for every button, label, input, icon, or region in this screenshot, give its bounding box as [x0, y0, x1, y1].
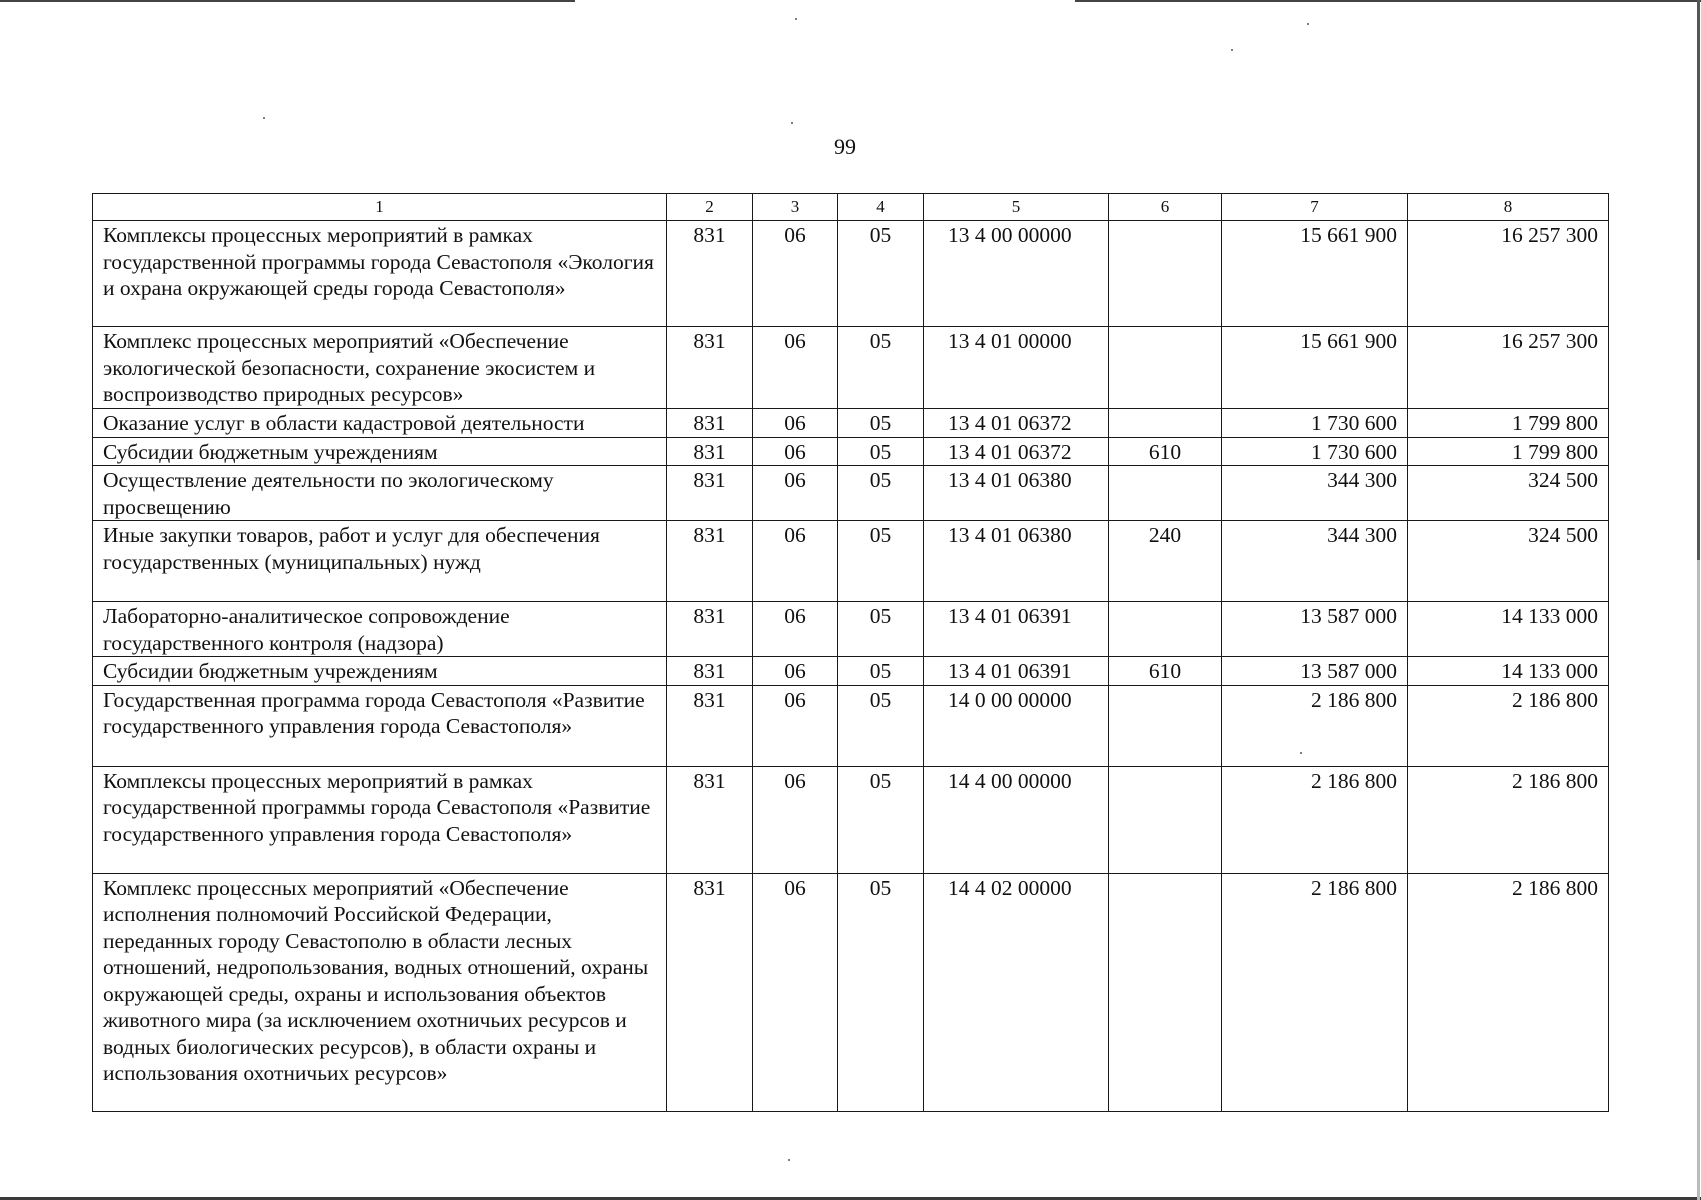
cell-col-8: 324 500	[1408, 466, 1609, 521]
cell-col-4: 05	[838, 521, 924, 602]
cell-col-6: 610	[1109, 437, 1222, 466]
cell-col-2: 831	[667, 466, 753, 521]
cell-col-3: 06	[753, 602, 838, 657]
cell-col-2: 831	[667, 221, 753, 327]
cell-col-7: 344 300	[1222, 466, 1408, 521]
table-row	[93, 437, 1609, 466]
cell-col-2: 831	[667, 327, 753, 409]
column-header: 4	[838, 194, 924, 221]
scan-speck	[788, 1159, 790, 1161]
cell-col-3: 06	[753, 657, 838, 686]
row-name: Комплексы процессных мероприятий в рамках государственной программы города Севастополя «Экология и охрана окружающей среды города Севастополя»	[93, 221, 667, 327]
cell-col-6	[1109, 327, 1222, 409]
cell-col-4: 05	[838, 409, 924, 438]
cell-col-4: 05	[838, 873, 924, 1111]
scan-speck	[263, 117, 265, 119]
cell-col-3: 06	[753, 873, 838, 1111]
cell-col-4: 05	[838, 466, 924, 521]
table-row	[93, 657, 1609, 686]
cell-col-2: 831	[667, 685, 753, 766]
cell-col-8: 324 500	[1408, 521, 1609, 602]
cell-col-6: 610	[1109, 657, 1222, 686]
cell-col-2: 831	[667, 437, 753, 466]
cell-col-6	[1109, 221, 1222, 327]
table-header-row	[93, 194, 1609, 221]
table-row	[93, 766, 1609, 873]
scan-speck	[1307, 23, 1309, 25]
cell-col-3: 06	[753, 766, 838, 873]
cell-col-7: 15 661 900	[1222, 327, 1408, 409]
cell-col-2: 831	[667, 602, 753, 657]
cell-col-5: 13 4 01 06372	[924, 437, 1109, 466]
cell-col-8: 2 186 800	[1408, 766, 1609, 873]
cell-col-7: 1 730 600	[1222, 437, 1408, 466]
cell-col-6: 240	[1109, 521, 1222, 602]
cell-col-6	[1109, 409, 1222, 438]
cell-col-5: 13 4 01 06372	[924, 409, 1109, 438]
cell-col-4: 05	[838, 657, 924, 686]
row-name: Комплекс процессных мероприятий «Обеспечение экологической безопасности, сохранение экосистем и воспроизводство природных ресурсов»	[93, 327, 667, 409]
table-row	[93, 602, 1609, 657]
cell-col-3: 06	[753, 327, 838, 409]
cell-col-2: 831	[667, 409, 753, 438]
cell-col-8: 1 799 800	[1408, 437, 1609, 466]
cell-col-7: 2 186 800	[1222, 766, 1408, 873]
cell-col-2: 831	[667, 521, 753, 602]
cell-col-7: 1 730 600	[1222, 409, 1408, 438]
cell-col-6	[1109, 873, 1222, 1111]
page-number: 99	[834, 134, 856, 159]
cell-col-5: 14 4 00 00000	[924, 766, 1109, 873]
cell-col-8: 2 186 800	[1408, 873, 1609, 1111]
cell-col-5: 13 4 01 06380	[924, 521, 1109, 602]
table-row	[93, 466, 1609, 521]
cell-col-7: 2 186 800	[1222, 685, 1408, 766]
cell-col-5: 14 0 00 00000	[924, 685, 1109, 766]
cell-col-4: 05	[838, 221, 924, 327]
cell-col-3: 06	[753, 521, 838, 602]
cell-col-6	[1109, 466, 1222, 521]
scan-speck	[1231, 49, 1233, 51]
row-name: Комплексы процессных мероприятий в рамках государственной программы города Севастополя «Развитие государственного управления города Севастополя»	[93, 766, 667, 873]
row-name: Оказание услуг в области кадастровой деятельности	[93, 409, 667, 438]
column-header: 8	[1408, 194, 1609, 221]
cell-col-5: 13 4 01 06391	[924, 657, 1109, 686]
cell-col-5: 13 4 01 00000	[924, 327, 1109, 409]
cell-col-2: 831	[667, 766, 753, 873]
cell-col-8: 16 257 300	[1408, 327, 1609, 409]
cell-col-7: 13 587 000	[1222, 657, 1408, 686]
scan-edge-top	[0, 0, 1701, 2]
cell-col-3: 06	[753, 466, 838, 521]
column-header: 7	[1222, 194, 1408, 221]
row-name: Государственная программа города Севастополя «Развитие государственного управления города Севастополя»	[93, 685, 667, 766]
cell-col-7: 13 587 000	[1222, 602, 1408, 657]
cell-col-7: 2 186 800	[1222, 873, 1408, 1111]
cell-col-6	[1109, 602, 1222, 657]
table-row	[93, 521, 1609, 602]
row-name: Лабораторно-аналитическое сопровождение государственного контроля (надзора)	[93, 602, 667, 657]
row-name: Осуществление деятельности по экологическому просвещению	[93, 466, 667, 521]
row-name: Иные закупки товаров, работ и услуг для обеспечения государственных (муниципальных) нужд	[93, 521, 667, 602]
cell-col-5: 13 4 01 06380	[924, 466, 1109, 521]
cell-col-5: 13 4 00 00000	[924, 221, 1109, 327]
cell-col-6	[1109, 685, 1222, 766]
cell-col-4: 05	[838, 602, 924, 657]
table-row	[93, 327, 1609, 409]
column-header: 2	[667, 194, 753, 221]
cell-col-8: 1 799 800	[1408, 409, 1609, 438]
table-row	[93, 873, 1609, 1111]
scan-speck	[791, 122, 793, 124]
cell-col-5: 13 4 01 06391	[924, 602, 1109, 657]
scan-speck	[795, 18, 797, 20]
cell-col-4: 05	[838, 437, 924, 466]
cell-col-3: 06	[753, 221, 838, 327]
row-name: Комплекс процессных мероприятий «Обеспечение исполнения полномочий Российской Федерации, переданных городу Севастополю в области лесных отношений, недропользования, водных отношений, охраны окружающей среды, охраны и использования объектов животного мира (за исключением охотничьих ресурсов и водных биологических ресурсов), в области охраны и использования охотничьих ресурсов»	[93, 873, 667, 1111]
cell-col-5: 14 4 02 00000	[924, 873, 1109, 1111]
table-row	[93, 685, 1609, 766]
row-name: Субсидии бюджетным учреждениям	[93, 437, 667, 466]
table-row	[93, 409, 1609, 438]
cell-col-3: 06	[753, 685, 838, 766]
cell-col-3: 06	[753, 437, 838, 466]
budget-table	[92, 193, 1609, 1112]
column-header: 6	[1109, 194, 1222, 221]
cell-col-2: 831	[667, 873, 753, 1111]
cell-col-8: 14 133 000	[1408, 657, 1609, 686]
cell-col-6	[1109, 766, 1222, 873]
cell-col-7: 344 300	[1222, 521, 1408, 602]
column-header: 3	[753, 194, 838, 221]
scan-edge-right	[1697, 0, 1700, 1200]
cell-col-3: 06	[753, 409, 838, 438]
cell-col-8: 14 133 000	[1408, 602, 1609, 657]
cell-col-4: 05	[838, 766, 924, 873]
row-name: Субсидии бюджетным учреждениям	[93, 657, 667, 686]
cell-col-4: 05	[838, 685, 924, 766]
cell-col-8: 16 257 300	[1408, 221, 1609, 327]
column-header: 5	[924, 194, 1109, 221]
table-row	[93, 221, 1609, 327]
cell-col-8: 2 186 800	[1408, 685, 1609, 766]
cell-col-7: 15 661 900	[1222, 221, 1408, 327]
cell-col-4: 05	[838, 327, 924, 409]
cell-col-2: 831	[667, 657, 753, 686]
column-header: 1	[93, 194, 667, 221]
